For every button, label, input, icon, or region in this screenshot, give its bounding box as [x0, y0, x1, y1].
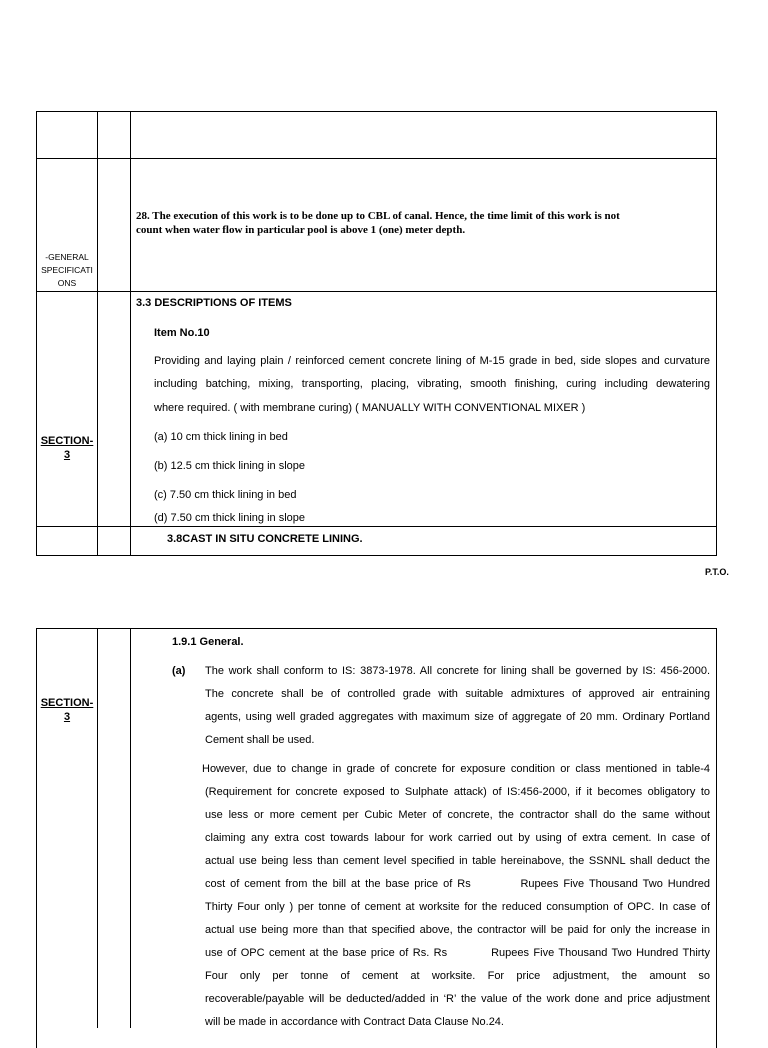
clause-28-line-2: count when water flow in particular pool is above 1 (one) meter depth.: [136, 224, 466, 236]
table-col-divider: [97, 111, 98, 556]
table-row-divider: [36, 158, 717, 159]
item-desc-line-2: including batching, mixing, transporting, placing, vibrating, smooth finishing, curing including dewatering: [154, 378, 710, 390]
item-desc-line-1: Providing and laying plain / reinforced cement concrete lining of M-15 grade in bed, side slopes and curvature: [154, 355, 710, 367]
item-no-heading: Item No.10: [154, 327, 210, 339]
spec-table-top: [36, 111, 717, 556]
para-b-line-10: Four only per tonne of cement at worksite. For price adjustment, the amount so: [205, 970, 710, 982]
para-b-line-3: use less or more cement per Cubic Meter of concrete, the contractor shall do the same without: [205, 809, 710, 821]
para-b-line-6: cost of cement from the bill at the base price of Rs Rupees Five Thousand Two Hundred: [205, 878, 710, 890]
sub-item-d: (d) 7.50 cm thick lining in slope: [154, 512, 306, 524]
item-desc-line-3: where required. ( with membrane curing) ( MANUALLY WITH CONVENTIONAL MIXER ): [154, 402, 586, 414]
descriptions-heading: 3.3 DESCRIPTIONS OF ITEMS: [136, 297, 292, 309]
pto-marker: P.T.O.: [705, 567, 729, 577]
table-row-divider: [36, 291, 717, 292]
para-b-line-11: recoverable/payable will be deducted/added in ‘R’ the value of the work done and price adjustment: [205, 993, 710, 1005]
para-b-line-9: use of OPC cement at the base price of Rs. Rs Rupees Five Thousand Two Hundred Thirty: [205, 947, 710, 959]
sub-item-a: (a) 10 cm thick lining in bed: [154, 431, 288, 443]
para-a-line-1: The work shall conform to IS: 3873-1978. All concrete for lining shall be governed by IS: 456-2000.: [205, 665, 710, 677]
para-b-line-12: will be made in accordance with Contract Data Clause No.24.: [205, 1016, 504, 1028]
general-heading: 1.9.1 General.: [172, 636, 244, 648]
cast-in-situ-heading: 3.8CAST IN SITU CONCRETE LINING.: [167, 533, 363, 545]
para-a-line-4: Cement shall be used.: [205, 734, 315, 746]
para-a-label: (a): [172, 665, 186, 677]
table-row-divider: [36, 526, 717, 527]
table-col-divider: [130, 628, 131, 1028]
table-col-divider: [97, 628, 98, 1028]
para-b-line-8: actual use being more than that specified above, the contractor will be paid for only the increase in: [205, 924, 710, 936]
clause-28-line-1: 28. The execution of this work is to be done up to CBL of canal. Hence, the time limit of this work is not: [136, 210, 620, 222]
section-3-label: SECTION- 3: [40, 435, 94, 461]
section-3-label: SECTION- 3: [40, 697, 94, 723]
table-col-divider: [130, 111, 131, 556]
para-a-line-2: The concrete shall be of controlled grade with suitable admixtures of approved air entraining: [205, 688, 710, 700]
para-b-line-4: claiming any extra cost towards labour for work carried out by using of extra cement. In case of: [205, 832, 710, 844]
para-b-line-2: (Requirement for concrete exposed to Sulphate attack) of IS:456-2000, if it becomes obligatory to: [205, 786, 710, 798]
para-b-line-7: Thirty Four only ) per tonne of cement at worksite for the reduced consumption of OPC. In case of: [205, 901, 710, 913]
sub-item-c: (c) 7.50 cm thick lining in bed: [154, 489, 297, 501]
para-b-line-1: However, due to change in grade of concrete for exposure condition or class mentioned in table-4: [202, 763, 710, 775]
para-a-line-3: agents, using well graded aggregates with maximum size of aggregate of 20 mm. Ordinary Portland: [205, 711, 710, 723]
general-specifications-label: -GENERAL SPECIFICATI ONS: [41, 252, 93, 288]
para-b-line-5: actual use being less than cement level specified in table hereinabove, the SSNNL shall deduct the: [205, 855, 710, 867]
sub-item-b: (b) 12.5 cm thick lining in slope: [154, 460, 306, 472]
